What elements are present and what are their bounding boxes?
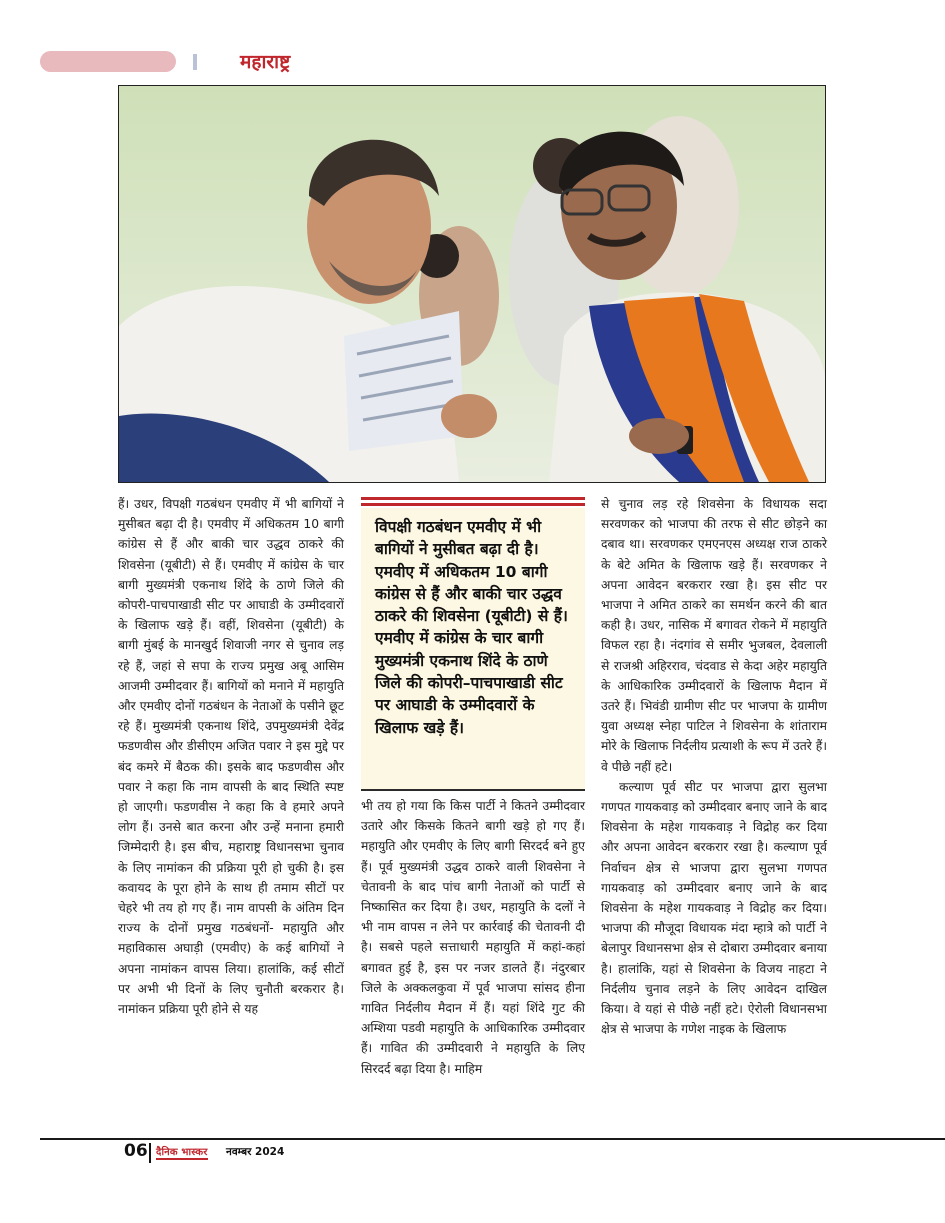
magazine-logo: दैनिक भास्कर [156, 1144, 208, 1160]
article-column-1 [118, 494, 344, 1019]
article-paragraph: से चुनाव लड़ रहे शिवसेना के विधायक सदा सरवणकर को भाजपा की तरफ से सीट छोड़ने का दबाव था। सरवणकर एमएनएस अध्यक्ष राज ठाकरे के बेटे अमित के खिलाफ खड़े हैं। सरवणकर ने अपना आवेदन बरकरार रखा है। इस सीट पर भाजपा ने अमित ठाकरे का समर्थन करने की बात कही है। उधर, नासिक में बगावत रोकने में महायुति विफल रहा है। नंदगांव से समीर भुजबल, देवलाली से राजश्री अहिरराव, चंदवाड से केदा अहेर महायुति के आधिकारिक उम्मीदवारों के खिलाफ मैदान में उतरे हैं। भिवंडी ग्रामीण सीट पर भाजपा के ग्रामीण युवा अध्यक्ष स्नेहा पाटिल ने शिवसेना के शांताराम मोरे के खिलाफ निर्दलीय प्रत्याशी के रूप में उतरे हैं। वे पीछे नहीं हटे। [601, 497, 827, 774]
section-divider [193, 54, 197, 70]
pull-quote-text: विपक्षी गठबंधन एमवीए में भी बागियों ने मुसीबत बढ़ा दी है। एमवीए में अधिकतम 10 बागी कांग्रेस से हैं और बाकी चार उद्धव ठाकरे की शिवसेना (यूबीटी) से हैं। एमवीए में कांग्रेस के चार बागी मुख्यमंत्री एकनाथ शिंदे के ठाणे जिले की कोपरी–पाचपाखाडी सीट पर आघाडी के उम्मीदवारों के खिलाफ खड़े हैं। [375, 518, 568, 737]
article-paragraph: भी तय हो गया कि किस पार्टी ने कितने उम्मीदवार उतारे और किसके कितने बागी खड़े हो गए हैं। महायुति और एमवीए के लिए बागी सिरदर्द बने हुए हैं। पूर्व मुख्यमंत्री उद्धव ठाकरे वाली शिवसेना ने चेतावनी के बाद पांच बागी नेताओं को पार्टी से निष्कासित कर दिया है। उधर, महायुति के दलों ने भी नाम वापस न लेने पर कार्रवाई की चेतावनी दी है। सबसे पहले सत्ताधारी महायुति में कहां-कहां बगावत हुई है, इस पर नजर डालते हैं। नंदुरबार जिले के अक्कलकुवा में पूर्व भाजपा सांसद हीना गावित निर्दलीय मैदान में हैं। यहां शिंदे गुट की अम्शिया पडवी महायुति के आधिकारिक उम्मीदवार हैं। गावित की उम्मीदवारी ने महायुति के लिए सिरदर्द बढ़ा दिया है। माहिम [361, 799, 585, 1076]
article-column-3 [601, 494, 827, 1039]
pull-quote [361, 508, 585, 789]
page-number: 06 [124, 1141, 148, 1161]
quote-rule-top [361, 497, 585, 500]
article-paragraph: हैं। उधर, विपक्षी गठबंधन एमवीए में भी बागियों ने मुसीबत बढ़ा दी है। एमवीए में अधिकतम 10 बागी कांग्रेस से हैं और बाकी चार उद्धव ठाकरे की शिवसेना (यूबीटी) से हैं। एमवीए में कांग्रेस के चार बागी मुख्यमंत्री एकनाथ शिंदे के ठाणे जिले की कोपरी-पाचपाखाडी सीट पर आघाडी के उम्मीदवारों के खिलाफ खड़े हैं। वहीं, शिवसेना (यूबीटी) के बागी मुंबई के मानखुर्द शिवाजी नगर से चुनाव लड़ रहे हैं, जहां से सपा के राज्य प्रमुख अबू आसिम आजमी उम्मीदवार हैं। बागियों को मनाने में महायुति और एमवीए दोनों गठबंधन के नेताओं के पसीने छूट रहे हैं। मुख्यमंत्री एकनाथ शिंदे, उपमुख्यमंत्री देवेंद्र फडणवीस और डीसीएम अजित पवार ने इस मुद्दे पर बंद कमरे में बैठक की। इसके बाद फडणवीस और पवार ने कहा कि नाम वापसी के बाद स्थिति स्पष्ट हो जाएगी। फडणवीस ने कहा कि वे हमारे अपने लोग हैं। उनसे बात करना और उन्हें मनाना हमारी जिम्मेदारी है। इस बीच, महाराष्ट्र विधानसभा चुनाव के लिए नामांकन की प्रक्रिया पूरी हो चुकी है। इस कवायद के पूरा होने के साथ ही तमाम सीटों पर चेहरे भी तय हो गए हैं। नाम वापसी के अंतिम दिन राज्य के दोनों प्रमुख गठबंधनों- महायुति और महाविकास अघाड़ी (एमवीए) के कई बागियों ने अपना नामांकन वापस लिया। हालांकि, कई सीटों पर अभी भी दिनों के लिए चुनौती बरकरार है। नामांकन प्रक्रिया पूरी होने से यह [118, 497, 344, 1017]
section-pill [40, 51, 176, 72]
issue-date: नवम्बर 2024 [226, 1146, 285, 1158]
article-photo [118, 85, 826, 483]
footer-separator [149, 1143, 151, 1163]
quote-rule-bottom [361, 789, 585, 791]
article-paragraph: कल्याण पूर्व सीट पर भाजपा द्वारा सुलभा गणपत गायकवाड़ को उम्मीदवार बनाए जाने के बाद शिवसेना के महेश गायकवाड़ ने विद्रोह कर दिया और अपना आवेदन बरकरार रखा है। कल्याण पूर्व निर्वाचन क्षेत्र से भाजपा द्वारा सुलभा गणपत गायकवाड़ को उम्मीदवार बनाए जाने के बाद शिवसेना के महेश गायकवाड़ ने विद्रोह कर दिया। भाजपा की मौजूदा विधायक मंदा म्हात्रे को पार्टी ने बेलापुर विधानसभा क्षेत्र से दोबारा उम्मीदवार बनाया है। हालांकि, यहां से शिवसेना के विजय नाहटा ने निर्दलीय चुनाव लड़ने के लिए आवेदन दाखिल किया। वे यहां से पीछे नहीं हटे। ऐरोली विधानसभा क्षेत्र से भाजपा के गणेश नाइक के खिलाफ [601, 779, 827, 1037]
footer-rule [40, 1138, 945, 1140]
photo-icon [119, 86, 825, 482]
quote-rule-top-inner [361, 503, 585, 506]
article-column-2 [361, 796, 585, 1079]
section-title: महाराष्ट्र [240, 51, 291, 73]
